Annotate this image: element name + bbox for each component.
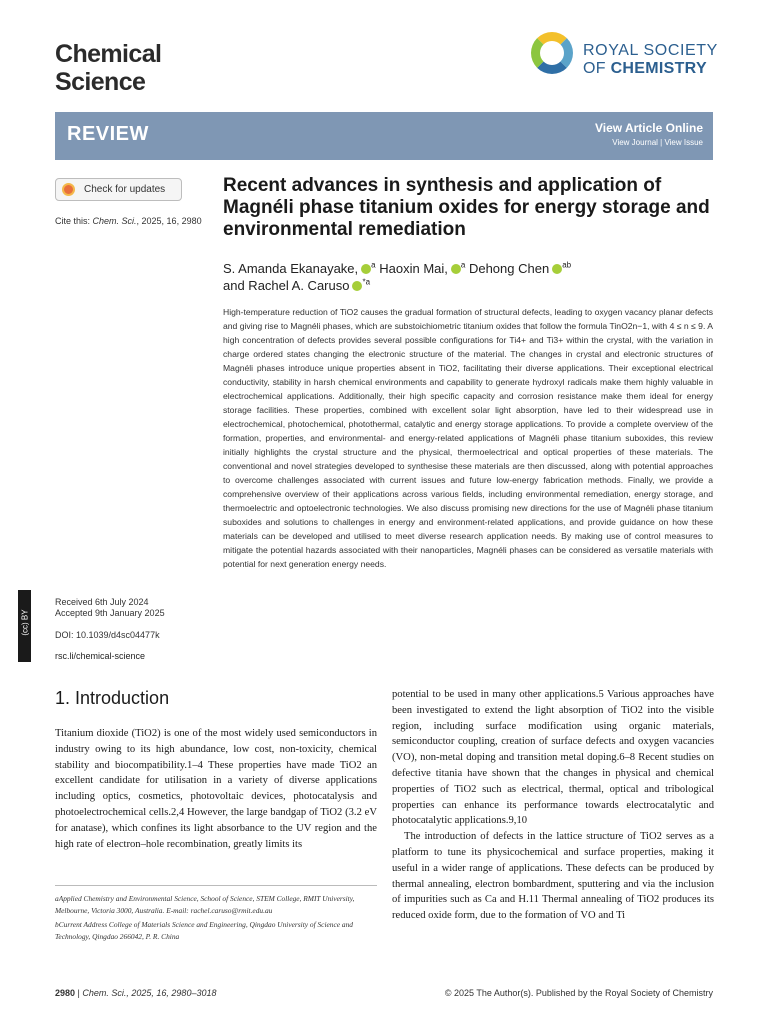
- intro-paragraph: The introduction of defects in the lattice structure of TiO2 serves as a platform to tune its physicochemical and surface properties, making it useful in a wider range of applications. These defects can be produced by thermal annealing, electron bombardment, sputtering and via the inclusion of impurities such as Ca and H.11 Thermal annealing of TiO2 produces its reduced oxide form, due to the formation of VO and Ti: [392, 831, 714, 922]
- intro-paragraph: potential to be used in many other applications.5 Various approaches have been investigated to extend the light absorption of TiO2 into the visible region, including surface modification using organic materials, semiconductor coupling, creation of surface defects and oxygen vacancies (VO), non-metal doping and transition metal doping.6–8 Recent studies on defective titania have shown that the changes in physical and chemical properties of TiO2 such as electrical, thermal, optical and tribological properties can enhance its performance towards electrocatalytic and photocatalytic applications.9,10: [392, 689, 714, 827]
- received-dates: [55, 597, 165, 619]
- intro-column-left: [55, 726, 377, 852]
- publisher-name-line1: ROYAL SOCIETY: [583, 42, 718, 59]
- author-name: Dehong Chen: [468, 261, 550, 276]
- article-type-label: REVIEW: [67, 123, 149, 145]
- intro-column-right: [392, 687, 714, 924]
- journal-link[interactable]: rsc.li/chemical-science: [55, 651, 146, 661]
- view-issue-link[interactable]: View Issue: [664, 138, 703, 147]
- intro-paragraph: Titanium dioxide (TiO2) is one of the most widely used semiconductors in industry owing to its high abundance, low cost, non-toxicity, chemical stability and biocompatibility.1–4 These properties have made TiO2 an excellent candidate for utilisation in a variety of diverse applications including optics, cosmetics, photovoltaic devices, photocatalysis and photoelectrochemical cells.2,4 However, the large bandgap of TiO2 (3.2 eV for anatase), which confines its light absorbance to the UV region and the high rate of electron–hole recombination, greatly limits its: [55, 728, 377, 850]
- footer-citation: 2980 | Chem. Sci., 2025, 16, 2980–3018: [55, 988, 217, 998]
- orcid-icon[interactable]: [451, 264, 461, 274]
- author-list: S. Amanda Ekanayake, $^a$ Haoxin Mai, $^a$ Dehong Chen $^{ab}$ and Rachel A. Caruso $^{*a}$: [223, 260, 572, 293]
- journal-name-line2: Science: [55, 68, 146, 96]
- publisher-name-line2: OF CHEMISTRY: [583, 60, 707, 77]
- footnote-affiliation-a: aApplied Chemistry and Environmental Science, School of Science, STEM College, RMIT University, Melbourne, Victoria 3000, Australia. E-mail: rachel.caruso@rmit.edu.au: [55, 894, 355, 915]
- article-title: Recent advances in synthesis and application of Magnéli phase titanium oxides for energy storage and environmental remediation: [223, 175, 710, 240]
- author-name: S. Amanda Ekanayake,: [223, 261, 359, 276]
- check-updates-label: Check for updates: [84, 184, 166, 195]
- check-updates-icon: [62, 183, 75, 196]
- author-name: Haoxin Mai,: [379, 261, 448, 276]
- journal-name-line1: Chemical: [55, 40, 162, 68]
- footnote-affiliation-b: bCurrent Address College of Materials Science and Engineering, Qingdao University of Science and Technology, Qingdao 266042, P. R. China: [55, 920, 353, 941]
- footnote-divider: [55, 885, 377, 886]
- accepted-date: Accepted 9th January 2025: [55, 608, 165, 618]
- abstract: High-temperature reduction of TiO2 causes the gradual formation of structural defects, leading to oxygen vacancy planar defects and giving rise to Magnéli phases, which are substoichiometric titanium oxides that follow the formula TinO2n−1, with 4 ≤ n ≤ 9. A high concentration of defects provides several possible configurations for Ti4+ and Ti3+ within the crystal, with the variation in charge ordered states changing the electronic structure of the material. The changes in crystal and electronic structures of Magnéli phases introduce unique properties absent in TiO2, facilitating their diverse applications. Their exceptional electrical conductivity, stability in harsh chemical environments and capability to generate hydroxyl radicals make them highly valuable in electrochemical applications. Additionally, their high specific capacity and corrosion resistance make them ideal for energy storage facilities. These properties, combined with excellent solar light absorption, have led to their widespread use in electrochemical, photochemical, photothermal, catalytic and energy storage applications. To provide a complete overview of the formation, properties, and environmental- and energy-related applications of Magnéli phase titanium suboxides, this review initially highlights the crystal structure and the physical, thermoelectrical and optical properties of these materials. The conventional and novel strategies developed to synthesise these materials are then discussed, along with potential approaches to overcome challenges associated with current issues and future low-energy fabrication methods. Finally, we provide a comprehensive overview of their applications across various fields, including environmental remediation, energy storage, and thermoelectric and optoelectronic technologies. We also discuss promising new directions for the use of Magnéli phase titanium suboxides and solutions to challenges in energy and environment-related applications, and provide guidance on how these materials can be developed and utilised to meet diverse research application needs. By making use of control measures to mitigate the potential hazards associated with their nanoparticles, Magnéli phases can be considered as versatile materials with potential for next generation energy needs.: [223, 307, 713, 569]
- article-type-banner: [55, 112, 713, 160]
- publisher-logo[interactable]: [531, 30, 721, 84]
- cc-by-icon[interactable]: (cc) BY: [18, 590, 31, 662]
- view-article-online-link[interactable]: View Article Online: [594, 121, 703, 135]
- view-links: View Journal | View Issue: [612, 138, 703, 147]
- received-date: Received 6th July 2024: [55, 597, 149, 607]
- rsc-logo-icon: [531, 32, 573, 74]
- check-for-updates-button[interactable]: [55, 178, 182, 201]
- section-heading: 1. Introduction: [55, 688, 170, 708]
- orcid-icon[interactable]: [352, 281, 362, 291]
- footer-copyright: © 2025 The Author(s). Published by the Royal Society of Chemistry: [444, 988, 713, 998]
- journal-name: [55, 40, 161, 96]
- orcid-icon[interactable]: [361, 264, 371, 274]
- orcid-icon[interactable]: [552, 264, 562, 274]
- doi[interactable]: DOI: 10.1039/d4sc04477k: [55, 630, 160, 640]
- author-name: and Rachel A. Caruso: [223, 278, 350, 293]
- view-journal-link[interactable]: View Journal: [612, 138, 658, 147]
- footnotes: [55, 893, 377, 945]
- cite-this: Cite this: Chem. Sci., 2025, 16, 2980: [55, 216, 202, 226]
